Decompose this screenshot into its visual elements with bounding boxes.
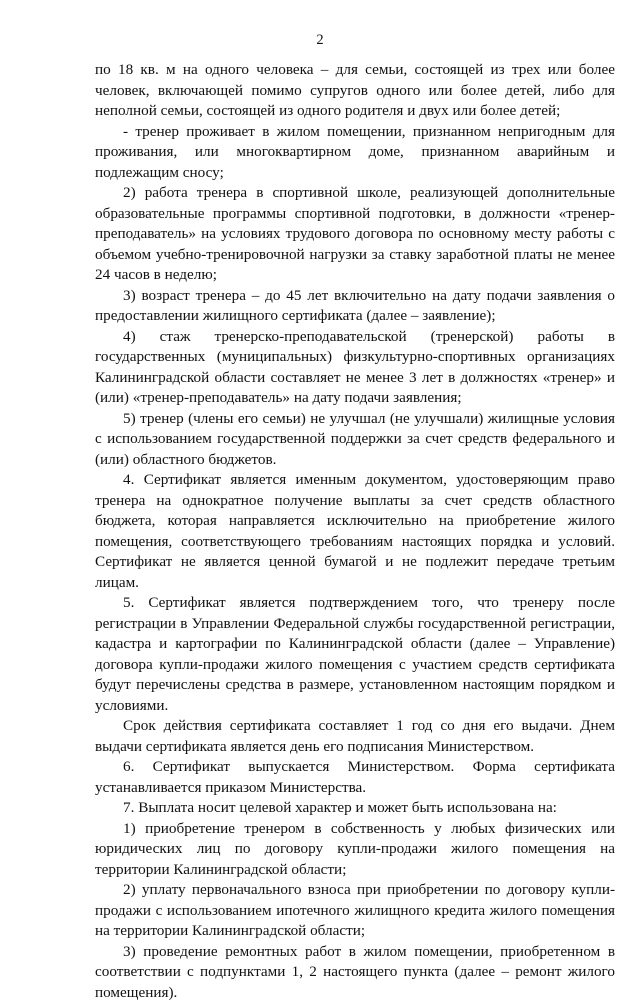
paragraph-10: 6. Сертификат выпускается Министерством. Форма сертификата устанавливается приказом Министерства.	[95, 757, 615, 798]
document-body	[95, 60, 615, 1003]
paragraph-12: 1) приобретение тренером в собственность у любых физических или юридических лиц по договору купли-продажи жилого помещения на территории Калининградской области;	[95, 819, 615, 881]
paragraph-1: по 18 кв. м на одного человека – для семьи, состоящей из трех или более человек, включающей помимо супругов одного или более детей, либо для неполной семьи, состоящей из одного родителя и двух или более детей;	[95, 60, 615, 122]
page-number: 2	[0, 30, 640, 51]
paragraph-4: 3) возраст тренера – до 45 лет включительно на дату подачи заявления о предоставлении жилищного сертификата (далее – заявление);	[95, 286, 615, 327]
paragraph-13: 2) уплату первоначального взноса при приобретении по договору купли-продажи с использованием ипотечного жилищного кредита жилого помещения на территории Калининградской области;	[95, 880, 615, 942]
paragraph-11: 7. Выплата носит целевой характер и может быть использована на:	[95, 798, 615, 819]
paragraph-6: 5) тренер (члены его семьи) не улучшал (не улучшали) жилищные условия с использованием государственной поддержки за счет средств федерального и (или) областного бюджетов.	[95, 409, 615, 471]
paragraph-14: 3) проведение ремонтных работ в жилом помещении, приобретенном в соответствии с подпунктами 1, 2 настоящего пункта (далее – ремонт жилого помещения).	[95, 942, 615, 1003]
paragraph-9: Срок действия сертификата составляет 1 год со дня его выдачи. Днем выдачи сертификата является день его подписания Министерством.	[95, 716, 615, 757]
paragraph-7: 4. Сертификат является именным документом, удостоверяющим право тренера на однократное получение выплаты за счет средств областного бюджета, которая направляется исключительно на приобретение жилого помещения, соответствующего требованиям настоящих порядка и условий. Сертификат не является ценной бумагой и не подлежит передаче третьим лицам.	[95, 470, 615, 593]
paragraph-5: 4) стаж тренерско-преподавательской (тренерской) работы в государственных (муниципальных) физкультурно-спортивных организациях Калининградской области составляет не менее 3 лет в должностях «тренер» и (или) «тренер-преподаватель» на дату подачи заявления;	[95, 327, 615, 409]
paragraph-3: 2) работа тренера в спортивной школе, реализующей дополнительные образовательные программы спортивной подготовки, в должности «тренер-преподаватель» на условиях трудового договора по основному месту работы с объемом учебно-тренировочной нагрузки за ставку заработной платы не менее 24 часов в неделю;	[95, 183, 615, 286]
paragraph-8: 5. Сертификат является подтверждением того, что тренеру после регистрации в Управлении Федеральной службы государственной регистрации, кадастра и картографии по Калининградской области (далее – Управление) договора купли-продажи жилого помещения с участием средств сертификата будут перечислены средства в размере, установленном настоящим порядком и условиями.	[95, 593, 615, 716]
paragraph-2: - тренер проживает в жилом помещении, признанном непригодным для проживания, или многоквартирном доме, признанном аварийным и подлежащим сносу;	[95, 122, 615, 184]
